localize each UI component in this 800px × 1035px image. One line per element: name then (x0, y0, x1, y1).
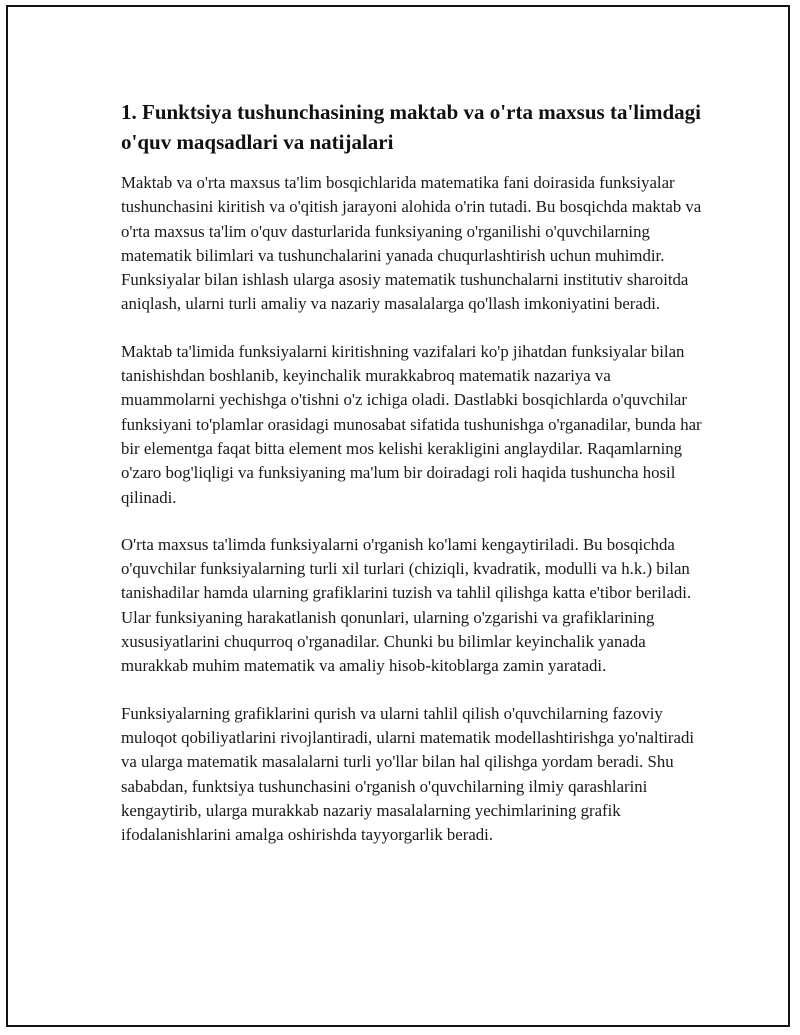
page-frame (6, 5, 790, 1027)
paragraph-3: O'rta maxsus ta'limda funksiyalarni o'rganish ko'lami kengaytiriladi. Bu bosqichda o'quvchilar funksiyalarning turli xil turlari (chiziqli, kvadratik, modulli va h.k.) bilan tanishadilar hamda ularning grafiklarini tuzish va tahlil qilishga katta e'tibor beriladi. Ular funksiyaning harakatlanish qonunlari, ularning o'zgarishi va grafiklarining xususiyatlarini chuqurroq o'rganadilar. Chunki bu bilimlar keyinchalik yanada murakkab muhim matematik va amaliy hisob-kitoblarga zamin yaratadi. (121, 534, 692, 676)
paragraph-2: Maktab ta'limida funksiyalarni kiritishning vazifalari ko'p jihatdan funksiyalar bilan tanishishdan boshlanib, keyinchalik murakkabroq matematik nazariya va muammolarni yechishga o'tishni o'z ichiga oladi. Dastlabki bosqichlarda o'quvchilar funksiyani to'plamlar orasidagi munosabat sifatida tushunishga o'rganadilar, bunda har bir elementga faqat bitta element mos kelishi kerakligini anglaydilar. Raqamlarning o'zaro bog'liqligi va funksiyaning ma'lum bir doiradagi roli haqida tushuncha hosil qilinadi. (121, 341, 702, 507)
document-body (121, 97, 703, 870)
section-heading: 1. Funktsiya tushunchasining maktab va o'rta maxsus ta'limdagi o'quv maqsadlari va natijalari (121, 100, 701, 154)
paragraph-1: Maktab va o'rta maxsus ta'lim bosqichlarida matematika fani doirasida funksiyalar tushunchasini kiritish va o'qitish jarayoni alohida o'rin tutadi. Bu bosqichda maktab va o'rta maxsus ta'lim o'quv dasturlarida funksiyaning o'rganilishi o'quvchilarning matematik bilimlari va tushunchalarini yanada chuqurlashtirish uchun muhimdir. Funksiyalar bilan ishlash ularga asosiy matematik tushunchalarni institutiv sharoitda aniqlash, ularni turli amaliy va nazariy masalalarga qo'llash imkoniyatini beradi. (121, 173, 702, 314)
paragraph-4: Funksiyalarning grafiklarini qurish va ularni tahlil qilish o'quvchilarning fazoviy muloqot qobiliyatlarini rivojlantiradi, ularni matematik modellashtirishga yo'naltiradi va ularga matematik masalalarni turli yo'llar bilan hal qilishga yordam beradi. Shu sababdan, funktsiya tushunchasini o'rganish o'quvchilarning ilmiy qarashlarini kengaytirib, ularga murakkab nazariy masalalarning yechimlarining grafik ifodalanishlarini amalga oshirishda tayyorgarlik beradi. (121, 703, 694, 845)
